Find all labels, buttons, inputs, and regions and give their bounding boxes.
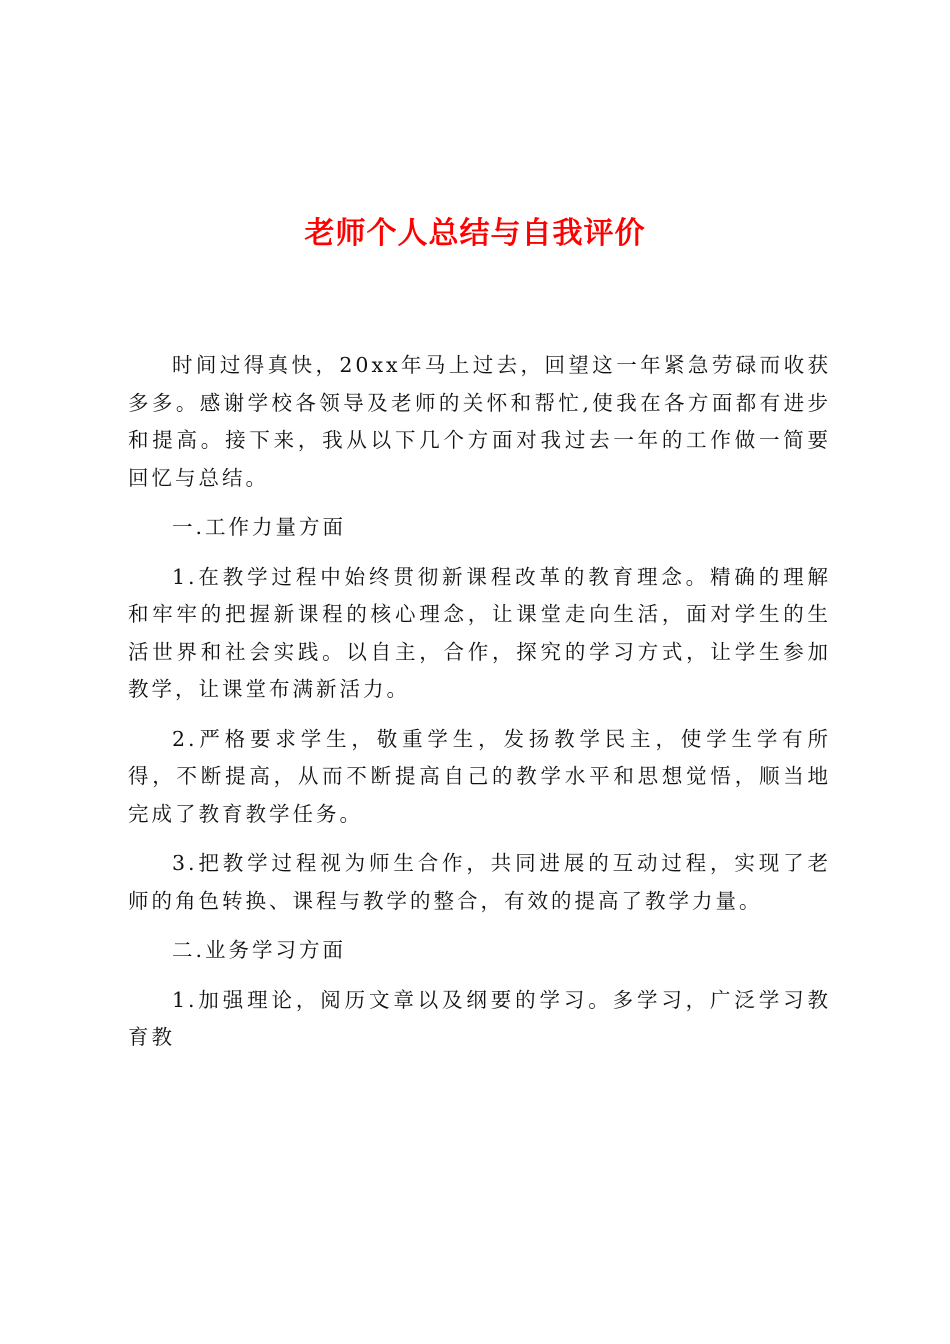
document-body [128,347,831,1069]
document-title: 老师个人总结与自我评价 [304,216,646,251]
section-heading-study: 二.业务学习方面 [172,938,347,962]
section-heading-work-ability: 一.工作力量方面 [172,515,347,539]
study-item-1: 1.加强理论，阅历文章以及纲要的学习。多学习，广泛学习教育教 [128,987,831,1049]
work-item-2: 2.严格要求学生，敬重学生，发扬教学民主，使学生学有所得，不断提高，从而不断提高自己的教学水平和思想觉悟，顺当地完成了教育教学任务。 [128,726,831,826]
work-item-1: 1.在教学过程中始终贯彻新课程改革的教育理念。精确的理解和牢牢的把握新课程的核心理念，让课堂走向生活，面对学生的生活世界和社会实践。以自主，合作，探究的学习方式，让学生参加教学，让课堂布满新活力。 [128,564,831,701]
intro-paragraph: 时间过得真快，20xx年马上过去，回望这一年紧急劳碌而收获多多。感谢学校各领导及老师的关怀和帮忙,使我在各方面都有进步和提高。接下来，我从以下几个方面对我过去一年的工作做一简要回忆与总结。 [128,353,831,490]
work-item-3: 3.把教学过程视为师生合作，共同进展的互动过程，实现了老师的角色转换、课程与教学的整合，有效的提高了教学力量。 [128,851,831,913]
